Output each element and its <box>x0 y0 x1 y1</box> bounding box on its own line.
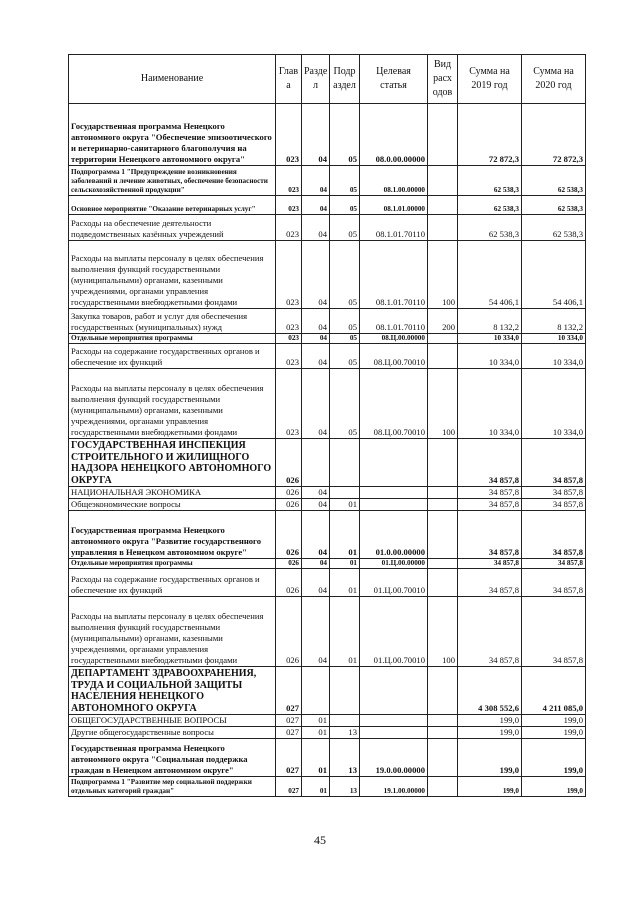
table-cell-name: ОБЩЕГОСУДАРСТВЕННЫЕ ВОПРОСЫ <box>69 715 276 727</box>
table-cell-glava: 023 <box>276 104 302 166</box>
table-cell-podrazdel: 01 <box>330 511 360 559</box>
table-cell-sum2019: 4 308 552,6 <box>458 667 522 715</box>
table-row <box>69 104 586 166</box>
table-cell-tselevaya: 08.1.01.70110 <box>360 309 428 334</box>
table-cell-tselevaya: 08.1.01.00000 <box>360 196 428 215</box>
table-cell-glava: 026 <box>276 569 302 597</box>
table-cell-name: Государственная программа Ненецкого автономного округа "Развитие государственного управления в Ненецком автономном округе" <box>69 511 276 559</box>
table-cell-vid <box>428 196 458 215</box>
table-cell-sum2020: 199,0 <box>522 727 586 739</box>
table-cell-sum2020: 34 857,8 <box>522 597 586 667</box>
table-cell-tselevaya <box>360 439 428 487</box>
table-cell-sum2019: 34 857,8 <box>458 597 522 667</box>
table-cell-tselevaya <box>360 715 428 727</box>
table-cell-sum2020: 72 872,3 <box>522 104 586 166</box>
header-tselevaya: Целевая статья <box>360 55 428 104</box>
table-cell-sum2020: 62 538,3 <box>522 166 586 196</box>
table-cell-glava: 026 <box>276 597 302 667</box>
table-cell-tselevaya <box>360 487 428 499</box>
table-cell-sum2019: 10 334,0 <box>458 344 522 369</box>
header-name: Наименование <box>69 55 276 104</box>
table-cell-glava: 026 <box>276 439 302 487</box>
table-cell-sum2020: 8 132,2 <box>522 309 586 334</box>
table-cell-tselevaya <box>360 727 428 739</box>
table-cell-razdel <box>302 667 330 715</box>
table-cell-razdel: 01 <box>302 715 330 727</box>
budget-table <box>68 54 586 797</box>
table-row <box>69 499 586 511</box>
table-row <box>69 196 586 215</box>
table-cell-tselevaya: 19.1.00.00000 <box>360 777 428 797</box>
table-cell-podrazdel: 05 <box>330 369 360 439</box>
table-cell-razdel: 04 <box>302 196 330 215</box>
table-cell-sum2020: 10 334,0 <box>522 334 586 344</box>
table-cell-tselevaya: 08.1.01.70110 <box>360 241 428 309</box>
table-cell-podrazdel <box>330 487 360 499</box>
table-cell-podrazdel: 01 <box>330 559 360 569</box>
table-cell-podrazdel: 05 <box>330 344 360 369</box>
table-cell-sum2020: 199,0 <box>522 739 586 777</box>
table-cell-vid <box>428 334 458 344</box>
table-cell-glava: 026 <box>276 487 302 499</box>
table-cell-razdel: 04 <box>302 215 330 241</box>
table-cell-podrazdel: 05 <box>330 104 360 166</box>
table-cell-razdel: 04 <box>302 487 330 499</box>
table-cell-sum2020: 34 857,8 <box>522 499 586 511</box>
table-cell-sum2020: 4 211 085,0 <box>522 667 586 715</box>
table-cell-tselevaya <box>360 667 428 715</box>
table-cell-sum2019: 62 538,3 <box>458 215 522 241</box>
table-cell-vid <box>428 511 458 559</box>
table-cell-sum2020: 10 334,0 <box>522 369 586 439</box>
table-cell-sum2019: 54 406,1 <box>458 241 522 309</box>
table-cell-sum2019: 10 334,0 <box>458 369 522 439</box>
table-cell-podrazdel: 05 <box>330 241 360 309</box>
table-cell-tselevaya: 01.Ц.00.70010 <box>360 569 428 597</box>
table-cell-podrazdel: 01 <box>330 499 360 511</box>
table-cell-sum2019: 199,0 <box>458 727 522 739</box>
table-cell-razdel: 04 <box>302 241 330 309</box>
header-sum2019: Сумма на 2019 год <box>458 55 522 104</box>
table-cell-glava: 026 <box>276 499 302 511</box>
table-cell-sum2020: 10 334,0 <box>522 344 586 369</box>
table-cell-sum2019: 62 538,3 <box>458 196 522 215</box>
table-cell-razdel: 04 <box>302 559 330 569</box>
table-cell-sum2019: 34 857,8 <box>458 439 522 487</box>
table-cell-sum2019: 10 334,0 <box>458 334 522 344</box>
table-cell-tselevaya: 19.0.00.00000 <box>360 739 428 777</box>
table-cell-glava: 023 <box>276 215 302 241</box>
table-cell-name: Общеэкономические вопросы <box>69 499 276 511</box>
table-cell-tselevaya: 08.Ц.00.00000 <box>360 334 428 344</box>
table-cell-razdel <box>302 439 330 487</box>
table-row <box>69 334 586 344</box>
table-cell-sum2020: 34 857,8 <box>522 559 586 569</box>
table-row <box>69 166 586 196</box>
table-cell-sum2019: 34 857,8 <box>458 559 522 569</box>
table-row <box>69 715 586 727</box>
table-cell-glava: 023 <box>276 241 302 309</box>
table-cell-vid <box>428 344 458 369</box>
table-row <box>69 559 586 569</box>
table-cell-glava: 023 <box>276 369 302 439</box>
table-cell-sum2019: 34 857,8 <box>458 487 522 499</box>
table-row <box>69 344 586 369</box>
table-cell-vid <box>428 499 458 511</box>
table-row <box>69 667 586 715</box>
table-cell-podrazdel: 01 <box>330 597 360 667</box>
table-cell-razdel: 04 <box>302 334 330 344</box>
table-cell-sum2020: 34 857,8 <box>522 487 586 499</box>
table-row <box>69 369 586 439</box>
table-cell-sum2019: 34 857,8 <box>458 569 522 597</box>
table-cell-razdel: 04 <box>302 511 330 559</box>
table-cell-podrazdel <box>330 439 360 487</box>
table-row <box>69 511 586 559</box>
table-cell-name: Расходы на выплаты персоналу в целях обеспечения выполнения функций государственными (муниципальными) органами, казенными учреждениями, органами управления государственными внебюджетными фондами <box>69 241 276 309</box>
table-cell-podrazdel: 01 <box>330 569 360 597</box>
table-header-row <box>69 55 586 104</box>
table-cell-sum2019: 34 857,8 <box>458 511 522 559</box>
table-cell-razdel: 04 <box>302 597 330 667</box>
table-row <box>69 487 586 499</box>
table-cell-podrazdel: 05 <box>330 309 360 334</box>
table-cell-podrazdel <box>330 667 360 715</box>
page-number: 45 <box>314 833 326 847</box>
table-cell-name: Отдельные мероприятия программы <box>69 559 276 569</box>
table-cell-sum2019: 199,0 <box>458 739 522 777</box>
table-cell-podrazdel: 13 <box>330 727 360 739</box>
header-glava: Глав а <box>276 55 302 104</box>
table-cell-vid: 200 <box>428 309 458 334</box>
table-cell-name: Расходы на содержание государственных органов и обеспечение их функций <box>69 344 276 369</box>
table-cell-name: Подпрограмма 1 "Предупреждение возникновения заболеваний и лечение животных, обеспечение безопасности сельскохозяйственной продукции" <box>69 166 276 196</box>
table-row <box>69 309 586 334</box>
table-cell-vid <box>428 166 458 196</box>
table-row <box>69 215 586 241</box>
table-cell-glava: 027 <box>276 715 302 727</box>
table-cell-vid <box>428 739 458 777</box>
table-cell-tselevaya <box>360 499 428 511</box>
table-cell-tselevaya: 01.Ц.00.70010 <box>360 597 428 667</box>
table-cell-razdel: 01 <box>302 777 330 797</box>
table-cell-razdel: 04 <box>302 166 330 196</box>
table-cell-sum2019: 8 132,2 <box>458 309 522 334</box>
table-row <box>69 739 586 777</box>
table-row <box>69 569 586 597</box>
table-cell-vid: 100 <box>428 241 458 309</box>
table-cell-glava: 023 <box>276 309 302 334</box>
table-cell-sum2019: 62 538,3 <box>458 166 522 196</box>
table-cell-name: Расходы на выплаты персоналу в целях обеспечения выполнения функций государственными (муниципальными) органами, казенными учреждениями, органами управления государственными внебюджетными фондами <box>69 597 276 667</box>
table-cell-glava: 027 <box>276 777 302 797</box>
table-cell-vid <box>428 569 458 597</box>
table-cell-vid: 100 <box>428 369 458 439</box>
table-cell-sum2020: 62 538,3 <box>522 196 586 215</box>
table-cell-name: Расходы на содержание государственных органов и обеспечение их функций <box>69 569 276 597</box>
table-cell-vid <box>428 715 458 727</box>
table-row <box>69 597 586 667</box>
table-cell-tselevaya: 08.1.01.70110 <box>360 215 428 241</box>
table-cell-sum2019: 199,0 <box>458 777 522 797</box>
table-cell-tselevaya: 01.Ц.00.00000 <box>360 559 428 569</box>
table-row <box>69 727 586 739</box>
table-cell-glava: 027 <box>276 727 302 739</box>
table-cell-vid <box>428 559 458 569</box>
table-cell-vid <box>428 215 458 241</box>
table-cell-name: ГОСУДАРСТВЕННАЯ ИНСПЕКЦИЯ СТРОИТЕЛЬНОГО И ЖИЛИЩНОГО НАДЗОРА НЕНЕЦКОГО АВТОНОМНОГО ОКРУГА <box>69 439 276 487</box>
budget-table-page <box>68 54 585 797</box>
table-cell-name: Основное мероприятие "Оказание ветеринарных услуг" <box>69 196 276 215</box>
table-cell-vid <box>428 104 458 166</box>
table-cell-sum2019: 34 857,8 <box>458 499 522 511</box>
table-cell-podrazdel: 05 <box>330 196 360 215</box>
table-cell-sum2020: 54 406,1 <box>522 241 586 309</box>
table-cell-razdel: 04 <box>302 309 330 334</box>
table-cell-vid: 100 <box>428 597 458 667</box>
header-podrazdel: Подр аздел <box>330 55 360 104</box>
table-cell-tselevaya: 08.Ц.00.70010 <box>360 344 428 369</box>
table-cell-tselevaya: 08.1.00.00000 <box>360 166 428 196</box>
table-cell-tselevaya: 08.Ц.00.70010 <box>360 369 428 439</box>
table-cell-podrazdel: 13 <box>330 739 360 777</box>
table-cell-sum2020: 34 857,8 <box>522 511 586 559</box>
table-cell-razdel: 04 <box>302 344 330 369</box>
table-cell-vid <box>428 667 458 715</box>
table-cell-sum2020: 199,0 <box>522 777 586 797</box>
table-cell-razdel: 01 <box>302 739 330 777</box>
table-cell-sum2020: 62 538,3 <box>522 215 586 241</box>
table-cell-sum2019: 72 872,3 <box>458 104 522 166</box>
table-cell-podrazdel: 13 <box>330 777 360 797</box>
table-cell-podrazdel: 05 <box>330 334 360 344</box>
table-cell-glava: 023 <box>276 196 302 215</box>
table-row <box>69 439 586 487</box>
table-cell-name: Государственная программа Ненецкого автономного округа "Социальная поддержка граждан в Ненецком автономном округе" <box>69 739 276 777</box>
table-cell-glava: 026 <box>276 511 302 559</box>
table-cell-tselevaya: 01.0.00.00000 <box>360 511 428 559</box>
table-cell-name: Другие общегосударственные вопросы <box>69 727 276 739</box>
table-cell-podrazdel: 05 <box>330 166 360 196</box>
table-cell-glava: 027 <box>276 739 302 777</box>
table-cell-name: Отдельные мероприятия программы <box>69 334 276 344</box>
table-cell-glava: 023 <box>276 334 302 344</box>
table-cell-sum2020: 34 857,8 <box>522 569 586 597</box>
table-cell-podrazdel <box>330 715 360 727</box>
table-row <box>69 241 586 309</box>
table-cell-sum2019: 199,0 <box>458 715 522 727</box>
table-cell-razdel: 01 <box>302 727 330 739</box>
header-sum2020: Сумма на 2020 год <box>522 55 586 104</box>
table-cell-sum2020: 199,0 <box>522 715 586 727</box>
table-cell-name: Подпрограмма 1 "Развитие мер социальной поддержки отдельных категорий граждан" <box>69 777 276 797</box>
table-cell-razdel: 04 <box>302 499 330 511</box>
header-razdel: Разде л <box>302 55 330 104</box>
table-cell-name: Закупка товаров, работ и услуг для обеспечения государственных (муниципальных) нужд <box>69 309 276 334</box>
table-cell-vid <box>428 487 458 499</box>
table-cell-razdel: 04 <box>302 369 330 439</box>
table-cell-name: НАЦИОНАЛЬНАЯ ЭКОНОМИКА <box>69 487 276 499</box>
table-cell-vid <box>428 777 458 797</box>
table-cell-name: Расходы на выплаты персоналу в целях обеспечения выполнения функций государственными (муниципальными) органами, казенными учреждениями, органами управления государственными внебюджетными фондами <box>69 369 276 439</box>
table-cell-glava: 023 <box>276 166 302 196</box>
table-cell-podrazdel: 05 <box>330 215 360 241</box>
table-row <box>69 777 586 797</box>
table-cell-razdel: 04 <box>302 569 330 597</box>
table-cell-sum2020: 34 857,8 <box>522 439 586 487</box>
table-cell-name: Расходы на обеспечение деятельности подведомственных казённых учреждений <box>69 215 276 241</box>
table-cell-vid <box>428 439 458 487</box>
table-cell-name: Государственная программа Ненецкого автономного округа "Обеспечение эпизоотического и ветеринарно-санитарного благополучия на территории Ненецкого автономного округа" <box>69 104 276 166</box>
table-cell-vid <box>428 727 458 739</box>
table-cell-name: ДЕПАРТАМЕНТ ЗДРАВООХРАНЕНИЯ, ТРУДА И СОЦИАЛЬНОЙ ЗАЩИТЫ НАСЕЛЕНИЯ НЕНЕЦКОГО АВТОНОМНОГО ОКРУГА <box>69 667 276 715</box>
table-cell-glava: 027 <box>276 667 302 715</box>
table-cell-glava: 023 <box>276 344 302 369</box>
table-cell-razdel: 04 <box>302 104 330 166</box>
table-cell-tselevaya: 08.0.00.00000 <box>360 104 428 166</box>
header-vid: Вид расх одов <box>428 55 458 104</box>
table-cell-glava: 026 <box>276 559 302 569</box>
